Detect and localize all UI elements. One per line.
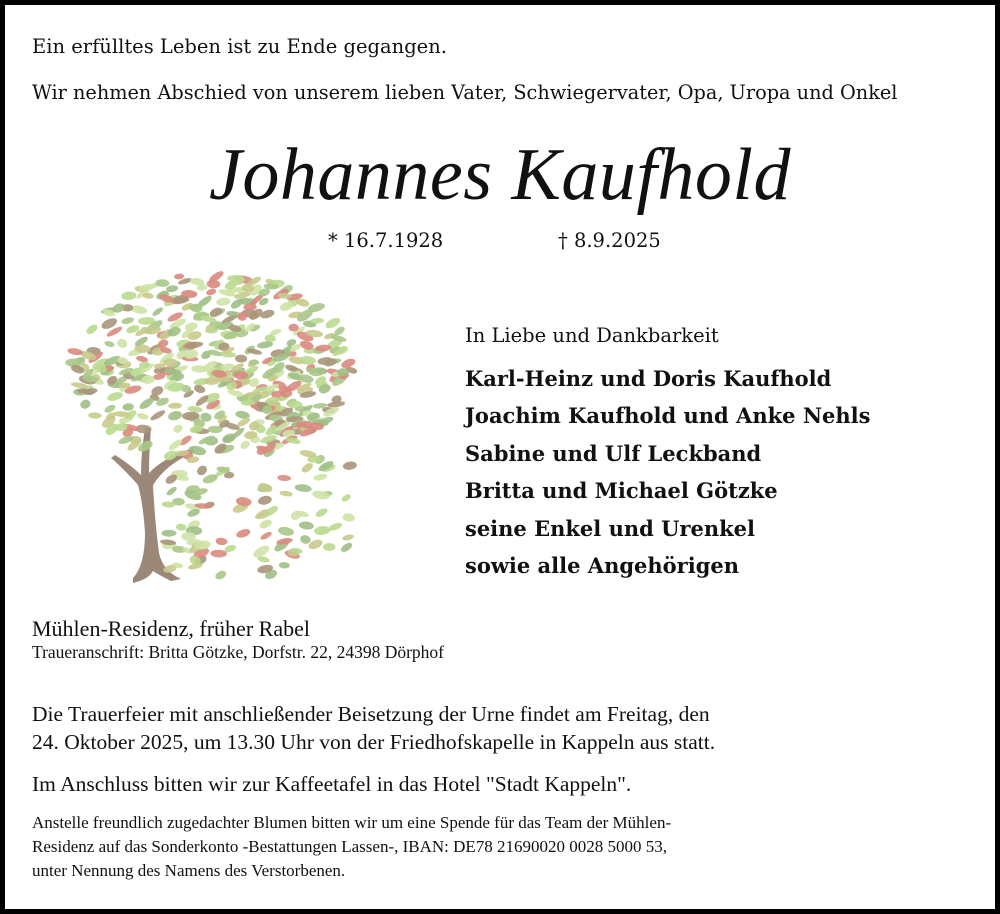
leaf — [106, 390, 124, 402]
leaf — [85, 323, 99, 336]
donation-line: Residenz auf das Sonderkonto -Bestattungen Lassen-, IBAN: DE78 21690020 0028 5000 53, — [32, 837, 668, 856]
leaf — [279, 562, 290, 569]
leaf — [342, 513, 355, 523]
leaf — [312, 489, 331, 500]
mourner-line: Joachim Kaufhold und Anke Nehls — [465, 403, 871, 428]
leaf — [327, 400, 346, 408]
leaf — [235, 354, 248, 363]
leaf — [121, 291, 137, 300]
leaf — [116, 338, 129, 350]
leaf — [340, 493, 352, 503]
leaf — [314, 507, 328, 519]
leaf — [165, 485, 178, 497]
leaf — [277, 474, 291, 481]
leaf — [339, 541, 353, 554]
leaf — [299, 521, 315, 531]
leaf — [258, 518, 273, 530]
leaf — [121, 316, 135, 325]
leaf — [264, 334, 275, 342]
leaf — [342, 533, 355, 541]
leaf — [257, 495, 273, 507]
leaf — [167, 410, 183, 422]
leaf — [151, 306, 164, 318]
mourning-address: Traueranschrift: Britta Götzke, Dorfstr. 22, 24398 Dörphof — [32, 642, 444, 662]
ceremony-line: Die Trauerfeier mit anschließender Beisetzung der Urne findet am Freitag, den — [32, 702, 710, 726]
leaf — [174, 273, 185, 279]
leaf — [239, 439, 251, 451]
leaf — [300, 461, 314, 474]
leaf — [294, 483, 312, 492]
ceremony-line: 24. Oktober 2025, um 13.30 Uhr von der Friedhofskapelle in Kappeln aus statt. — [32, 730, 716, 754]
leaf — [136, 412, 149, 421]
mourner-line: Sabine und Ulf Leckband — [465, 441, 762, 466]
leaf — [104, 340, 115, 348]
leaf — [122, 403, 134, 411]
leaf — [216, 297, 231, 306]
leaf — [88, 412, 102, 419]
mourner-line: Britta und Michael Götzke — [465, 478, 778, 503]
leaf — [149, 408, 167, 422]
intro-text: Ein erfülltes Leben ist zu Ende gegangen. — [32, 35, 447, 58]
leaf — [277, 526, 294, 537]
deceased-name: Johannes Kaufhold — [209, 134, 791, 216]
tree-illustration — [63, 253, 363, 593]
leaf — [193, 384, 206, 395]
mourner-line: Karl-Heinz und Doris Kaufhold — [465, 366, 832, 391]
birth-date: * 16.7.1928 — [328, 229, 444, 252]
leaf — [235, 528, 251, 540]
leaf — [79, 398, 92, 410]
leaf — [323, 543, 336, 551]
leaf — [210, 549, 227, 557]
leaf — [205, 287, 217, 296]
leaf — [279, 490, 293, 497]
leaf — [168, 403, 182, 409]
reception-text: Im Anschluss bitten wir zur Kaffeetafel in das Hotel "Stadt Kappeln". — [32, 772, 632, 796]
leaf — [257, 481, 273, 494]
farewell-text: Wir nehmen Abschied von unserem lieben Vater, Schwiegervater, Opa, Uropa und Onkel — [32, 81, 898, 104]
leaf — [195, 464, 209, 478]
death-date: † 8.9.2025 — [558, 229, 661, 252]
leaf — [130, 304, 148, 315]
leaf — [176, 523, 187, 531]
donation-line: unter Nennung des Namens des Verstorbenen. — [32, 861, 346, 880]
leaf — [215, 537, 227, 545]
leaf — [313, 473, 328, 482]
leaf — [342, 461, 357, 471]
leaf — [259, 530, 273, 541]
leaf — [289, 509, 303, 522]
mourner-line: seine Enkel und Urenkel — [465, 516, 756, 541]
leaf — [172, 423, 184, 434]
leaf — [214, 569, 228, 581]
leaf — [314, 525, 331, 535]
residence: Mühlen-Residenz, früher Rabel — [32, 616, 310, 641]
leaf — [161, 530, 176, 537]
dedication: In Liebe und Dankbarkeit — [465, 324, 719, 347]
leaf — [205, 328, 218, 333]
donation-line: Anstelle freundlich zugedachter Blumen bitten wir um eine Spende für das Team der Mühlen- — [32, 813, 672, 832]
mourner-line: sowie alle Angehörigen — [465, 553, 740, 578]
